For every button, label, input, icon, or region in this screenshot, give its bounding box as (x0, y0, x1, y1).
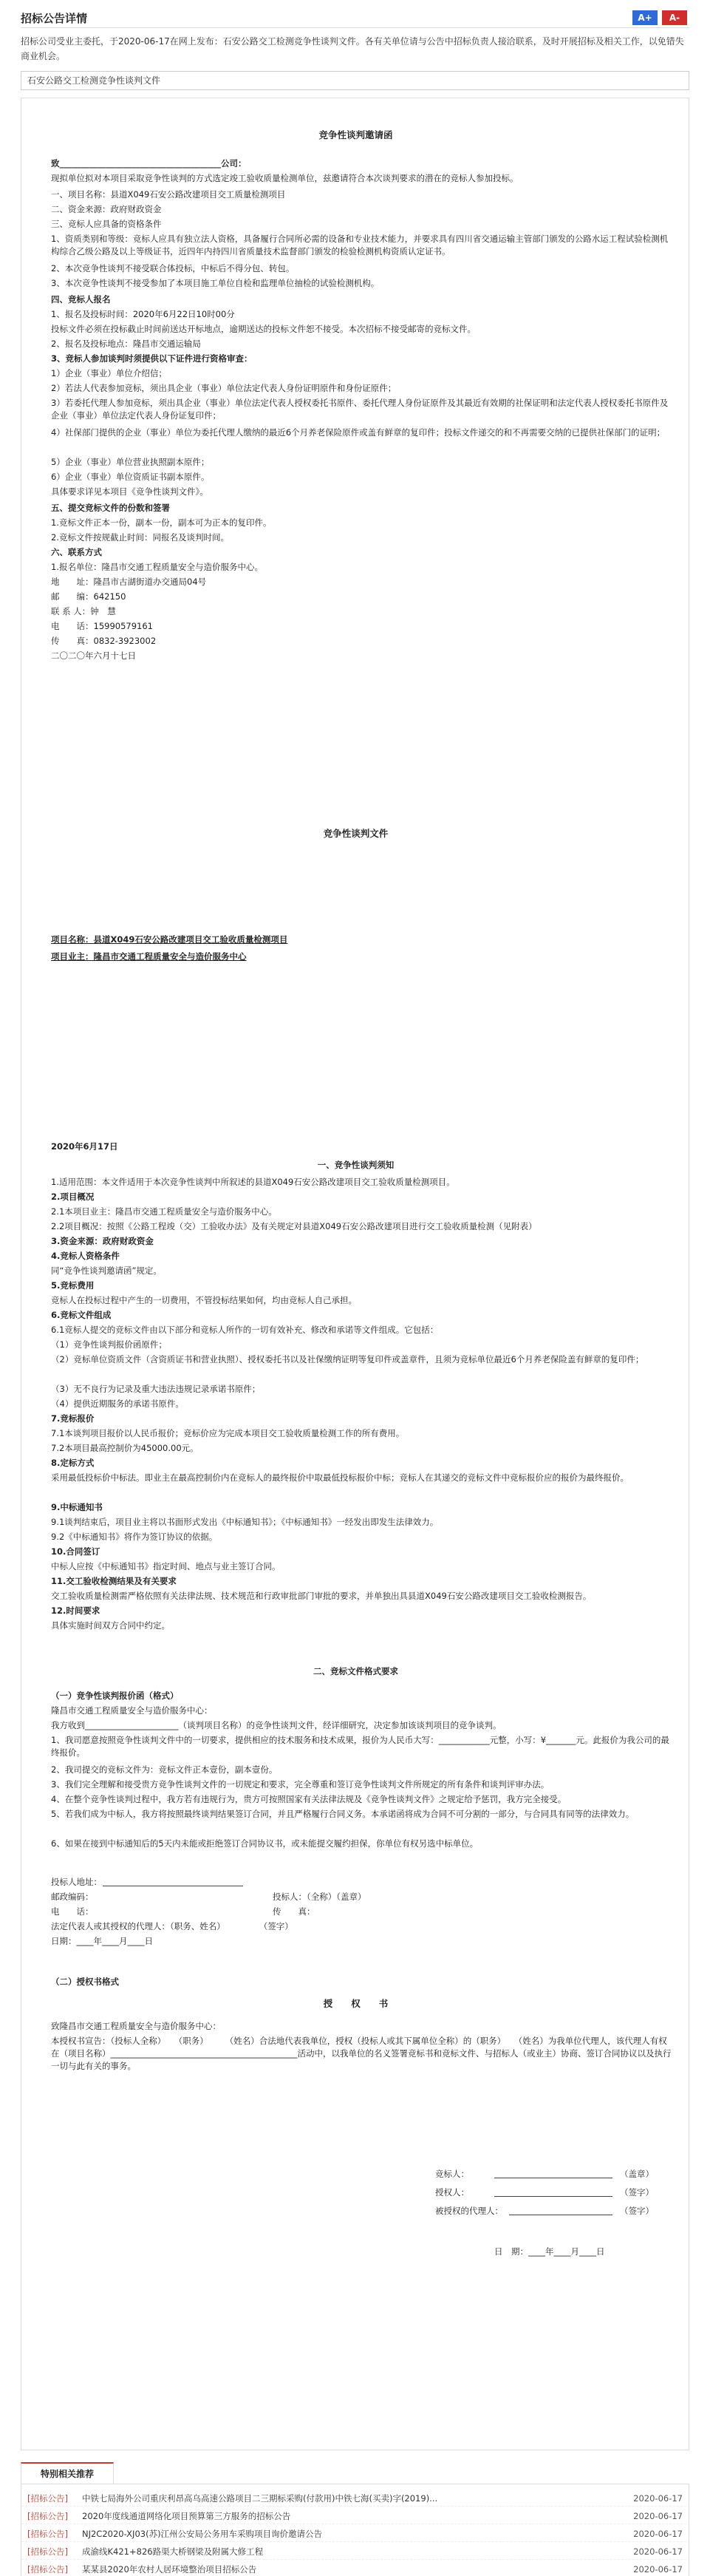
notice-4-1: 同“竞争性谈判邀请函”规定。 (51, 1265, 162, 1276)
format-section-1: （一）竞争性谈判报价函（格式） (51, 1690, 179, 1701)
related-title-link[interactable]: 某某县2020年农村人居环境整治项目招标公告 (82, 2564, 257, 2575)
auth-signature-authorizer: 授权人： (435, 2187, 469, 2198)
notice-6: 6.竞标文件组成 (51, 1310, 112, 1320)
notice-2-2: 2.2项目概况：按照《公路工程竣（交）工验收办法》及有关规定对县道X049石安公路改建项目进行交工验收质量检测（见附表） (51, 1221, 537, 1231)
cover-project-owner: 项目业主：隆昌市交通工程质量安全与造价服务中心 (51, 951, 247, 962)
category-tag[interactable]: [招标公告] (27, 2529, 68, 2539)
authorization-date: 日 期：____年____月____日 (494, 2246, 605, 2257)
inv-section-2: 二、资金来源：政府财政资金 (51, 204, 162, 214)
notice-6-1a: （1）竞争性谈判报价函原件； (51, 1339, 167, 1350)
font-increase-button[interactable]: A+ (632, 10, 658, 25)
contact-person: 联 系 人：钟 慧 (51, 606, 116, 616)
notice-1: 1.适用范围：本文件适用于本次竞争性谈判中所叙述的县道X049石安公路改建项目交工验收质量检测项目。 (51, 1177, 455, 1187)
inv-section-4-3g: 具体要求详见本项目《竞争性谈判文件》。 (51, 486, 208, 497)
related-title-link[interactable]: NJ2C2020-XJ03(苏)江州公安局公务用车采购项目询价邀请公告 (82, 2529, 323, 2539)
auth-authorizer-sign: （签字） (620, 2187, 654, 2198)
notice-6-1: 6.1竞标人提交的竞标文件由以下部分和竞标人所作的一切有效补充、修改和承诺等文件组成。它包括： (51, 1325, 439, 1335)
notice-11-1: 交工验收质量检测需严格依照有关法律法规、技术规范和行政审批部门审批的要求，并单独出具县道X049石安公路改建项目交工验收检测报告。 (51, 1591, 592, 1601)
inv-section-1: 一、项目名称：县道X049石安公路改建项目交工质量检测项目 (51, 189, 286, 200)
list-item[interactable] (21, 2543, 690, 2560)
signature-postcode: 邮政编码： (51, 1892, 94, 1902)
inv-section-4-3: 3、竞标人参加谈判时须提供以下证件进行资格审查： (51, 353, 253, 364)
format-title: 二、竞标文件格式要求 (313, 1666, 398, 1676)
notice-5: 5.竞标费用 (51, 1280, 95, 1291)
related-title-link[interactable]: 2020年度线通道网络化项目预算第三方服务的招标公告 (82, 2511, 291, 2521)
inv-section-4-1: 1、报名及投标时间：2020年6月22日10时00分 (51, 309, 235, 319)
inv-section-5-2: 2.竞标文件按规截止时间：同报名及谈判时间。 (51, 532, 229, 543)
cover-title: 竞争性谈判文件 (323, 828, 389, 839)
detail-header (21, 7, 689, 28)
inv-section-4-1b: 投标文件必须在投标截止时间前送达开标地点，逾期送达的投标文件恕不接受。本次招标不接受邮寄的竞标文件。 (51, 324, 476, 334)
auth-bidder-stamp: （盖章） (620, 2169, 654, 2179)
category-tag[interactable]: [招标公告] (27, 2493, 68, 2504)
notice-9: 9.中标通知书 (51, 1502, 103, 1512)
signature-address: 投标人地址： (51, 1877, 102, 1887)
notice-2: 2.项目概况 (51, 1192, 95, 1202)
notice-2-1: 2.1本项目业主：隆昌市交通工程质量安全与造价服务中心。 (51, 1206, 277, 1217)
inv-section-3-3: 3、本次竞争性谈判不接受参加了本项目施工单位自检和监理单位抽检的试验检测机构。 (51, 278, 380, 288)
subject-box: 石安公路交工检测竞争性谈判文件 (21, 71, 689, 90)
related-date: 2020-06-17 (633, 2546, 683, 2557)
auth-signature-agent: 被授权的代理人： (435, 2206, 503, 2216)
notice-title: 一、竞争性谈判须知 (317, 1160, 395, 1170)
related-title-link[interactable]: 中铁七局海外公司重庆利昂高乌高速公路项目二三期标采购(付款用)中铁七海(买卖)字(2019)... (82, 2493, 438, 2504)
inv-section-3-2: 2、本次竞争性谈判不接受联合体投标，中标后不得分包、转包。 (51, 263, 295, 273)
authorization-title: 授 权 书 (323, 1998, 389, 2009)
notice-4: 4.竞标人资格条件 (51, 1251, 120, 1261)
inv-section-3-1: 1、资质类别和等级：竞标人应具有独立法人资格，具备履行合同所必需的设备和专业技术能力，并要求具有四川省交通运输主管部门颁发的公路水运工程试验检测机构综合乙级公路及以上等级证书，近四年内持四川省质量技术监督部门颁发的检验检测机构资质认定证书。 (51, 234, 669, 256)
cover-date: 2020年6月17日 (51, 1141, 118, 1152)
page-title: 招标公告详情 (21, 12, 88, 25)
notice-8: 8.定标方式 (51, 1458, 95, 1468)
signature-phone: 电 话： (51, 1906, 94, 1917)
list-item[interactable] (21, 2490, 690, 2507)
inv-section-4-3c: 3）若委托代理人参加竞标，须出具企业（事业）单位法定代表人授权委托书原件、委托代理人身份证原件及其最近有效期的社保证明和法定代表人授权委托书原件及企业（事业）单位法定代表人身份证复印件； (51, 398, 669, 421)
intro-text: 招标公司受业主委托，于2020-06-17在网上发布：石安公路交工检测竞争性谈判文件。各有关单位请与公告中招标负责人接洽联系，及时开展招标及相关工作，以免错失商业机会。 (21, 36, 684, 61)
list-item[interactable] (21, 2508, 690, 2524)
auth-authorizer-line (494, 2196, 612, 2197)
list-item[interactable] (21, 2561, 690, 2576)
notice-6-1c: （3）无不良行为记录及重大违法违规记录承诺书原件； (51, 1384, 261, 1394)
notice-7-1: 7.1本谈判项目报价以人民币报价；竞标价应为完成本项目交工验收质量检测工作的所有费用。 (51, 1428, 405, 1438)
inv-section-5-1: 1.竞标文件正本一份，副本一份，副本可为正本的复印件。 (51, 517, 272, 528)
format-1-item-3: 3、我们完全理解和接受贵方竞争性谈判文件的一切规定和要求，完全尊重和签订竞争性谈判文件所规定的所有条件和谈判评审办法。 (51, 1779, 550, 1790)
related-list (21, 2484, 689, 2576)
format-1-item-4: 4、在整个竞争性谈判过程中，我方若有违规行为，贵方可按照国家有关法律法规及《竞争性谈判文件》之规定给予惩罚，我方完全接受。 (51, 1794, 567, 1804)
signature-bidder: 投标人：（全称）（盖章） (273, 1892, 366, 1902)
notice-6-1b: （2）竞标单位资质文件（含资质证书和营业执照）、授权委托书以及社保缴纳证明等复印件或盖章件，且须为竞标单位最近6个月养老保险盖有鲜章的复印件； (51, 1354, 644, 1365)
inv-section-4-3a: 1）企业（事业）单位介绍信； (51, 368, 167, 378)
notice-8-1: 采用最低投标价中标法。即业主在最高控制价内在竞标人的最终报价中取最低投标报价中标；竞标人在其递交的竞标文件中竞标报价应的报价为最终报价。 (51, 1472, 629, 1483)
notice-7-2: 7.2本项目最高控制价为45000.00元。 (51, 1443, 199, 1453)
inv-section-6-1: 1.报名单位：隆昌市交通工程质量安全与造价服务中心。 (51, 562, 263, 572)
category-tag[interactable]: [招标公告] (27, 2511, 68, 2521)
notice-11: 11.交工验收检测结果及有关要求 (51, 1576, 177, 1586)
invitation-date: 二〇二〇年六月十七日 (51, 650, 136, 661)
inv-section-4-3b: 2）若法人代表参加竞标，须出具企业（事业）单位法定代表人身份证明原件和身份证原件； (51, 383, 397, 393)
inv-section-4: 四、竞标人报名 (51, 294, 111, 305)
notice-3: 3.资金来源：政府财政资金 (51, 1236, 154, 1246)
contact-postcode: 邮 编：642150 (51, 591, 126, 602)
notice-6-1d: （4）提供近期服务的承诺书原件。 (51, 1399, 184, 1409)
contact-address: 地 址：隆昌市古湖街道办交通局04号 (51, 577, 207, 587)
related-date: 2020-06-17 (633, 2564, 683, 2575)
related-tab[interactable]: 特别相关推荐 (21, 2462, 114, 2484)
signature-fax: 传 真： (273, 1906, 315, 1917)
format-1-item-2: 2、我司提交的竞标文件为：竞标文件正本壹份，副本壹份。 (51, 1764, 278, 1775)
notice-5-1: 竞标人在投标过程中产生的一切费用，不管投标结果如何，均由竞标人自己承担。 (51, 1295, 357, 1305)
signature-representative: 法定代表人或其授权的代理人：（职务、姓名） （签字） (51, 1921, 293, 1931)
contact-fax: 传 真：0832-3923002 (51, 636, 157, 646)
signature-date: 日期：____年____月____日 (51, 1936, 153, 1946)
notice-9-1: 9.1谈判结束后，项目业主将以书面形式发出《中标通知书》；《中标通知书》一经发出即发生法律效力。 (51, 1517, 439, 1527)
inv-section-4-2: 2、报名及投标地点：隆昌市交通运输局 (51, 339, 201, 349)
format-section-2: （二）授权书格式 (51, 1977, 119, 1987)
invitation-to: 致______________________________________公司： (51, 158, 247, 169)
inv-section-4-3e: 5）企业（事业）单位营业执照副本原件； (51, 457, 210, 467)
notice-10-1: 中标人应按《中标通知书》指定时间、地点与业主签订合同。 (51, 1561, 281, 1571)
auth-agent-sign: （签字） (620, 2206, 654, 2216)
inv-section-5: 五、提交竞标文件的份数和签署 (51, 503, 170, 513)
related-date: 2020-06-17 (633, 2511, 683, 2521)
notice-9-2: 9.2《中标通知书》将作为签订协议的依据。 (51, 1532, 218, 1542)
format-1-to: 隆昌市交通工程质量安全与造价服务中心： (51, 1705, 213, 1716)
document-body (21, 98, 689, 2450)
notice-7: 7.竞标报价 (51, 1413, 95, 1424)
invitation-paragraph: 现拟单位拟对本项目采取竞争性谈判的方式选定竣工验收质量检测单位，兹邀请符合本次谈判要求的潜在的竞标人参加投标。 (51, 173, 519, 183)
category-tag[interactable]: [招标公告] (27, 2564, 68, 2575)
contact-phone: 电 话：15990579161 (51, 621, 153, 631)
cover-project-name: 项目名称：县道X049石安公路改建项目交工验收质量检测项目 (51, 934, 288, 945)
authorization-to: 致隆昌市交通工程质量安全与造价服务中心： (51, 2021, 221, 2031)
authorization-paragraph: 本授权书宣告：（投标人全称） （职务） （姓名）合法地代表我单位，授权（投标人或其下属单位全称）的（职务） （姓名）为我单位代理人，该代理人有权在（项目名称）____________________________________________活动中，以我单位的名义签署竞标书和竞标文件、与招标人（或业主）协商、签订合同协议以及执行一切与此有关的事务。 (51, 2036, 672, 2071)
format-1-item-6: 6、如果在接到中标通知后的5天内未能或拒绝签订合同协议书，或未能提交履约担保，你单位有权另选中标单位。 (51, 1838, 479, 1849)
inv-section-6: 六、联系方式 (51, 547, 102, 557)
notice-10: 10.合同签订 (51, 1546, 100, 1557)
format-1-paragraph: 我方收到______________________（谈判项目名称）的竞争性谈判文件，经详细研究，决定参加该谈判项目的竞争谈判。 (51, 1720, 502, 1730)
notice-12: 12.时间要求 (51, 1605, 100, 1616)
notice-12-1: 具体实施时间双方合同中约定。 (51, 1620, 170, 1631)
format-1-item-1: 1、我司愿意按照竞争性谈判文件中的一切要求，提供相应的技术服务和技术成果，报价为人民币大写：____________元整，小写：¥_______元。此报价为我公司的最终报价。 (51, 1735, 669, 1758)
font-decrease-button[interactable]: A- (662, 10, 687, 25)
format-1-item-5: 5、若我们成为中标人，我方将按照最终谈判结果签订合同，并且严格履行合同义务。本承诺函将成为合同不可分割的一部分，与合同具有同等的法律效力。 (51, 1809, 635, 1819)
inv-section-4-3f: 6）企业（事业）单位资质证书副本原件。 (51, 472, 210, 482)
auth-signature-bidder: 竞标人： (435, 2169, 469, 2179)
inv-section-4-3d: 4）社保部门提供的企业（事业）单位为委托代理人缴纳的最近6个月养老保险原件或盖有鲜章的复印件；投标文件递交的和不再需要交纳的已提供社保部门的证明； (51, 427, 666, 438)
category-tag[interactable]: [招标公告] (27, 2546, 68, 2557)
related-title-link[interactable]: 成渝线K421+826路渠大桥钢梁及附属大修工程 (82, 2546, 264, 2557)
related-date: 2020-06-17 (633, 2493, 683, 2504)
list-item[interactable] (21, 2526, 690, 2542)
inv-section-3: 三、竞标人应具备的资格条件 (51, 219, 162, 229)
invitation-title: 竞争性谈判邀请函 (318, 129, 393, 140)
related-date: 2020-06-17 (633, 2529, 683, 2539)
